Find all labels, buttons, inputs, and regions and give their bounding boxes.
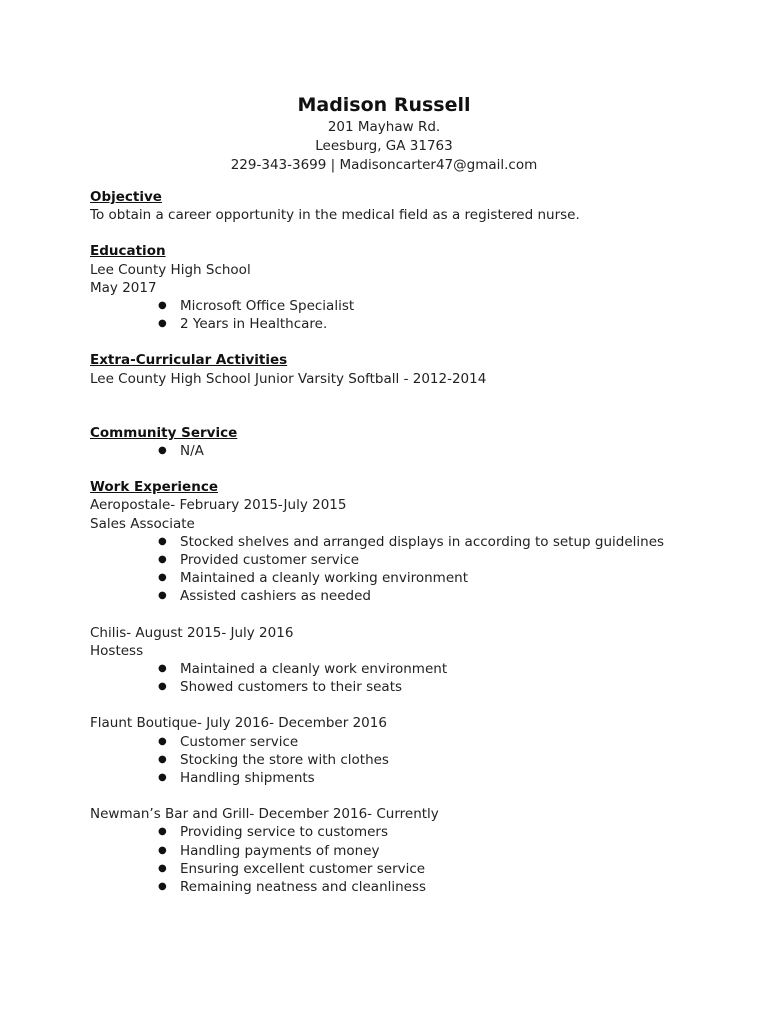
job-title: Sales Associate <box>90 515 195 532</box>
objective-text: To obtain a career opportunity in the medical field as a registered nurse. <box>90 207 580 224</box>
job-title: Hostess <box>90 642 144 659</box>
list-item: ● Providing service to customers <box>90 823 730 841</box>
list-item: ● Customer service <box>90 733 730 751</box>
list-item: ● 2 Years in Healthcare. <box>90 315 730 333</box>
list-item: ● Remaining neatness and cleanliness <box>90 878 730 896</box>
job-entry-aeropostale <box>90 496 730 605</box>
spacer <box>90 460 730 478</box>
community-bullet-list <box>90 442 730 460</box>
list-item: ● Maintained a cleanly working environment <box>90 569 730 587</box>
spacer <box>90 333 730 351</box>
education-date: May 2017 <box>90 279 157 296</box>
job-employer: Flaunt Boutique- July 2016- December 2016 <box>90 715 387 732</box>
education-school: Lee County High School <box>90 261 251 278</box>
list-item: ● Stocking the store with clothes <box>90 751 730 769</box>
list-item: ● Ensuring excellent customer service <box>90 860 730 878</box>
job-entry-newmans <box>90 805 730 896</box>
job-bullet-list <box>90 533 730 606</box>
community-section <box>90 424 730 460</box>
list-item: ● Showed customers to their seats <box>90 678 730 696</box>
extracurricular-text: Lee County High School Junior Varsity Softball - 2012-2014 <box>90 370 487 387</box>
list-item: ● Handling shipments <box>90 769 730 787</box>
community-heading: Community Service <box>90 424 238 441</box>
education-heading: Education <box>90 243 166 260</box>
spacer <box>90 696 730 714</box>
list-item: ● Maintained a cleanly work environment <box>90 660 730 678</box>
list-item: ● Microsoft Office Specialist <box>90 297 730 315</box>
work-heading: Work Experience <box>90 479 218 496</box>
job-employer: Newman’s Bar and Grill- December 2016- Currently <box>90 806 439 823</box>
spacer <box>90 224 730 242</box>
objective-heading: Objective <box>90 189 162 205</box>
job-bullet-list <box>90 733 730 788</box>
job-bullet-list <box>90 823 730 896</box>
phone-email-line: 229-343-3699 | Madisoncarter47@gmail.com <box>230 157 538 173</box>
applicant-name: Madison Russell <box>297 94 471 116</box>
address-line-2: Leesburg, GA 31763 <box>315 138 453 154</box>
extracurricular-section <box>90 351 730 387</box>
education-section <box>90 242 730 333</box>
resume-header <box>0 92 768 175</box>
spacer <box>90 787 730 805</box>
job-entry-chilis <box>90 624 730 697</box>
work-section <box>90 478 730 896</box>
extracurricular-heading: Extra-Curricular Activities <box>90 352 288 369</box>
job-employer: Chilis- August 2015- July 2016 <box>90 624 294 641</box>
resume-body <box>90 188 730 896</box>
list-item: ● Handling payments of money <box>90 842 730 860</box>
address-line-1: 201 Mayhaw Rd. <box>327 119 441 135</box>
list-item: ● N/A <box>90 442 730 460</box>
list-item: ● Assisted cashiers as needed <box>90 587 730 605</box>
objective-section <box>90 188 730 224</box>
list-item: ● Provided customer service <box>90 551 730 569</box>
spacer <box>90 606 730 624</box>
list-item: ● Stocked shelves and arranged displays in according to setup guidelines <box>90 533 730 551</box>
job-entry-flaunt-boutique <box>90 714 730 787</box>
job-bullet-list <box>90 660 730 696</box>
job-employer: Aeropostale- February 2015-July 2015 <box>90 497 347 514</box>
education-bullet-list <box>90 297 730 333</box>
spacer <box>90 388 730 424</box>
